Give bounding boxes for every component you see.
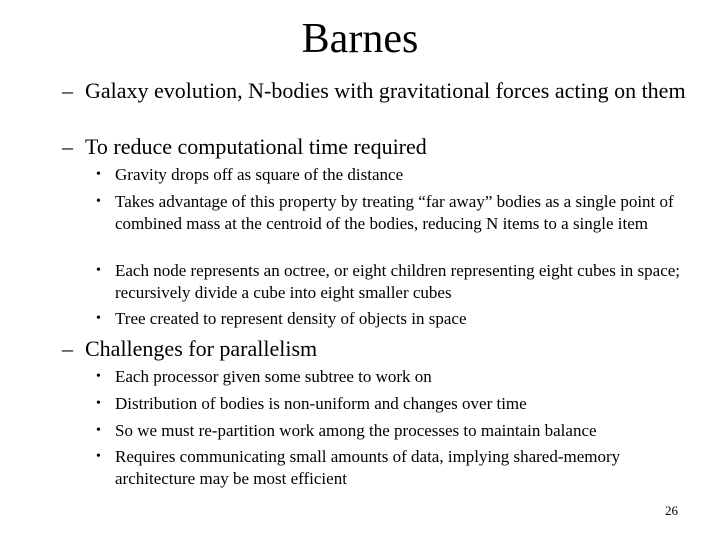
dash-marker: – bbox=[62, 336, 73, 361]
section-text: Challenges for parallelism bbox=[85, 336, 318, 361]
section-computational-time bbox=[62, 136, 692, 158]
bullet-item bbox=[96, 191, 692, 235]
bullet-marker: • bbox=[96, 396, 101, 411]
bullet-marker: • bbox=[96, 311, 101, 326]
bullet-text: Takes advantage of this property by treating “far away” bodies as a single point of combined mass at the centroid of the bodies, reducing N items to a single item bbox=[115, 192, 674, 233]
bullet-marker: • bbox=[96, 194, 101, 209]
bullet-marker: • bbox=[96, 263, 101, 278]
bullet-marker: • bbox=[96, 167, 101, 182]
bullet-text: Gravity drops off as square of the distance bbox=[115, 165, 404, 184]
bullet-item bbox=[96, 260, 692, 304]
bullet-marker: • bbox=[96, 449, 101, 464]
section-parallelism-challenges bbox=[62, 338, 692, 360]
bullet-item bbox=[96, 446, 692, 490]
bullet-text: Each node represents an octree, or eight children representing eight cubes in space; recursively divide a cube into eight smaller cubes bbox=[115, 261, 681, 302]
dash-marker: – bbox=[62, 134, 73, 159]
bullet-text: Tree created to represent density of objects in space bbox=[115, 309, 467, 328]
section-text: Galaxy evolution, N-bodies with gravitational forces acting on them bbox=[85, 78, 686, 103]
section-galaxy-evolution bbox=[62, 80, 692, 102]
bullet-item bbox=[96, 393, 692, 415]
bullet-text: Each processor given some subtree to work on bbox=[115, 367, 432, 386]
bullet-item bbox=[96, 164, 692, 186]
bullet-text: Requires communicating small amounts of data, implying shared-memory architecture may be most efficient bbox=[115, 447, 621, 488]
bullet-text: Distribution of bodies is non-uniform and changes over time bbox=[115, 394, 527, 413]
bullet-item bbox=[96, 308, 692, 330]
slide-title: Barnes bbox=[301, 16, 419, 62]
page-number: 26 bbox=[665, 503, 678, 518]
bullet-marker: • bbox=[96, 369, 101, 384]
dash-marker: – bbox=[62, 78, 73, 103]
bullet-item bbox=[96, 420, 692, 442]
section-text: To reduce computational time required bbox=[85, 134, 427, 159]
bullet-item bbox=[96, 366, 692, 388]
bullet-marker: • bbox=[96, 423, 101, 438]
bullet-text: So we must re-partition work among the processes to maintain balance bbox=[115, 421, 597, 440]
